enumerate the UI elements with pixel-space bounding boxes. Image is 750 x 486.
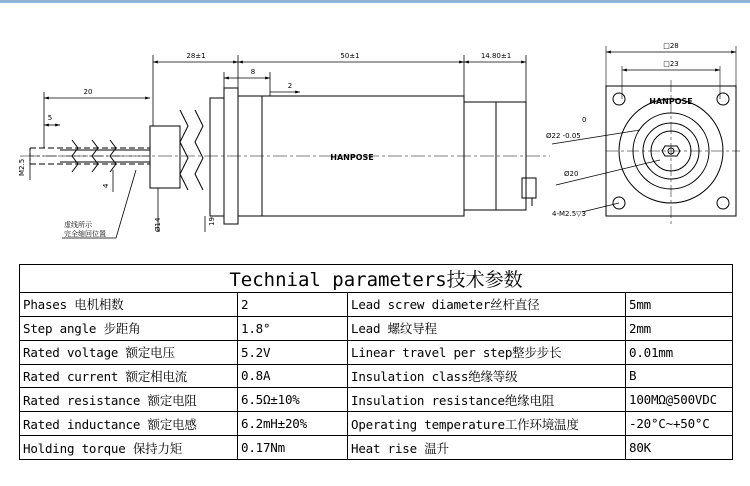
param-value: B xyxy=(626,364,733,388)
param-label: Phases 电机相数 xyxy=(20,293,238,317)
table-row xyxy=(20,364,733,388)
dimension-lines xyxy=(30,55,526,238)
param-value: 2 xyxy=(238,293,348,317)
table-title: Technial parameters技术参数 xyxy=(20,265,733,293)
param-value: 0.01mm xyxy=(626,340,733,364)
param-value: 2mm xyxy=(626,316,733,340)
dim-phi14: Ø14 xyxy=(154,217,162,232)
param-value: 0.17Nm xyxy=(238,436,348,460)
param-value: 6.2mH±20% xyxy=(238,412,348,436)
param-value: 80K xyxy=(626,436,733,460)
dim-2: 2 xyxy=(287,82,293,90)
dim-4: 4 xyxy=(102,183,110,188)
dim-phi22: Ø22 -0.05 xyxy=(546,132,581,140)
param-value: 5mm xyxy=(626,293,733,317)
dim-50: 50±1 xyxy=(340,52,360,60)
table-row xyxy=(20,293,733,317)
dimension-labels xyxy=(18,52,511,238)
param-label: Rated resistance 额定电阻 xyxy=(20,388,238,412)
dim-28: 28±1 xyxy=(186,52,206,60)
param-label: Linear travel per step整步步长 xyxy=(348,340,626,364)
param-label: Operating temperature工作环境温度 xyxy=(348,412,626,436)
note-line-2: 完全缩回位置 xyxy=(64,230,106,238)
param-value: -20°C~+50°C xyxy=(626,412,733,436)
side-view xyxy=(20,88,550,224)
param-label: Insulation resistance绝缘电阻 xyxy=(348,388,626,412)
dim-5: 5 xyxy=(47,114,53,122)
table-row xyxy=(20,388,733,412)
front-labels xyxy=(546,42,693,218)
dim-14-80: 14.80±1 xyxy=(480,52,512,60)
parameters-table xyxy=(19,264,733,460)
table-row xyxy=(20,340,733,364)
param-label: Insulation class绝缘等级 xyxy=(348,364,626,388)
dim-m2-5: M2.5 xyxy=(18,158,26,176)
dim-holes: 4-M2.5▽3 xyxy=(552,210,586,218)
dim-20: 20 xyxy=(83,88,93,96)
param-label: Rated inductance 额定电感 xyxy=(20,412,238,436)
dim-phi22-tol: 0 xyxy=(582,116,587,124)
table-row xyxy=(20,316,733,340)
param-label: Lead 螺纹导程 xyxy=(348,316,626,340)
param-label: Heat rise 温升 xyxy=(348,436,626,460)
dim-phi20: Ø20 xyxy=(564,170,579,178)
param-label: Lead screw diameter丝杆直径 xyxy=(348,293,626,317)
table-row xyxy=(20,412,733,436)
param-label: Rated current 额定相电流 xyxy=(20,364,238,388)
param-value: 1.8° xyxy=(238,316,348,340)
param-value: 6.5Ω±10% xyxy=(238,388,348,412)
dim-sq28: □28 xyxy=(663,42,679,50)
param-label: Rated voltage 额定电压 xyxy=(20,340,238,364)
param-value: 5.2V xyxy=(238,340,348,364)
brand-front: HANPOSE xyxy=(649,97,693,106)
note-line-1: 虚线所示 xyxy=(64,221,92,229)
dim-19: 19 xyxy=(208,217,216,226)
param-value: 100MΩ@500VDC xyxy=(626,388,733,412)
dim-8: 8 xyxy=(250,68,256,76)
param-value: 0.8A xyxy=(238,364,348,388)
param-label: Holding torque 保持力矩 xyxy=(20,436,238,460)
param-label: Step angle 步距角 xyxy=(20,316,238,340)
table-row xyxy=(20,436,733,460)
dim-sq23: □23 xyxy=(663,60,679,68)
brand-side: HANPOSE xyxy=(330,153,374,162)
